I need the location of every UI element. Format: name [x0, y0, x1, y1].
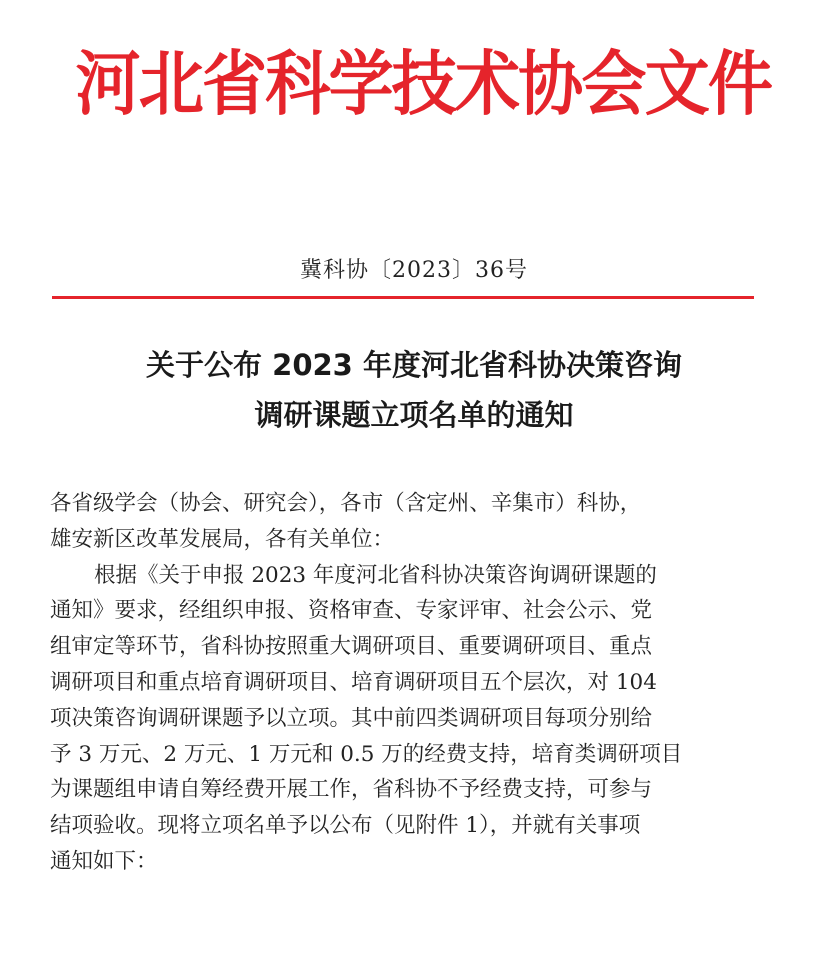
- paragraph-line-3: 组审定等环节，省科协按照重大调研项目、重要调研项目、重点: [50, 634, 653, 660]
- paragraph-line-5: 项决策咨询调研课题予以立项。其中前四类调研项目每项分别给: [50, 705, 653, 731]
- document-number: 冀科协〔2023〕36号: [300, 258, 528, 283]
- red-divider-line: [52, 296, 754, 299]
- notice-title-line-2: 调研课题立项名单的通知: [254, 398, 574, 432]
- paragraph-line-1: 根据《关于申报 2023 年度河北省科协决策咨询调研课题的: [94, 562, 657, 588]
- notice-body: [50, 486, 768, 880]
- paragraph-line-8: 结项验收。现将立项名单予以公布（见附件 1），并就有关事项: [50, 813, 641, 839]
- paragraph-line-4: 调研项目和重点培育调研项目、培育调研项目五个层次，对 104: [50, 669, 657, 695]
- masthead-title: 河北省科学技术协会文件: [75, 43, 772, 125]
- notice-title-line-1: 关于公布 2023 年度河北省科协决策咨询: [146, 348, 682, 382]
- salutation-line-2: 雄安新区改革发展局，各有关单位：: [50, 526, 395, 552]
- paragraph-line-9: 通知如下：: [50, 848, 158, 874]
- paragraph-line-6: 予 3 万元、2 万元、1 万元和 0.5 万的经费支持，培育类调研项目: [50, 741, 683, 767]
- paragraph-line-2: 通知》要求，经组织申报、资格审查、专家评审、社会公示、党: [50, 598, 653, 624]
- paragraph-line-7: 为课题组申请自筹经费开展工作，省科协不予经费支持，可参与: [50, 777, 653, 803]
- salutation-line-1: 各省级学会（协会、研究会），各市（含定州、辛集市）科协，: [50, 491, 642, 516]
- notice-title: [40, 340, 788, 440]
